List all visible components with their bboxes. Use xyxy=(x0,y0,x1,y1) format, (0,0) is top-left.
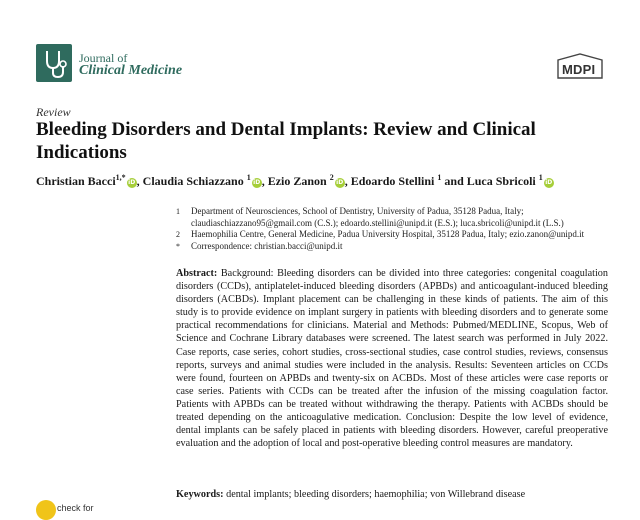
affiliation-text: Haemophilia Centre, General Medicine, Padua University Hospital, 35128 Padua, Italy; ezio.zanon@unipd.it xyxy=(191,229,585,239)
affiliation-item xyxy=(176,229,616,241)
publisher-logo xyxy=(556,53,604,79)
abstract-text: Background: Bleeding disorders can be divided into three categories: congenital coagulation disorders (CCDs), antiplatelet-induced bleeding disorders (APBDs) and anticoagulant-induced bleeding disorders (ACBDs). Implant placement can be challenging in these kinds of patients. The aim of this study is to provide evidence on implant surgery in patients with bleeding disorders and to generate some practical recommendations for clinicians. Material and Methods: Pubmed/MEDLINE, Scopus, Web of Science and Cochrane Library databases were screened. The latest search was performed in July 2022. Case reports, case series, cohort studies, cross-sectional studies, case control studies, reviews, consensus reports, surveys and animal studies were included in the analysis. Results: Seventeen articles on CCDs were found, fourteen on APBDs and twenty-six on ACBDs. Most of these articles were case reports or case series. Patients with CCDs can be treated after the infusion of the missing coagulation factor. Patients with APBDs can be treated without withdrawing the therapy. Patients with ACBDs should be treated depending on the anticoagulative medication. Conclusion: Despite the low level of evidence, dental implants can be safely placed in patients with bleeding disorders. However, careful preoperative evaluation and the adoption of local and post-operative bleeding control measures are mandatory. xyxy=(176,268,608,450)
author-affil-mark: 1 xyxy=(246,173,251,182)
affiliation-item xyxy=(176,206,616,218)
affiliation-mark: 2 xyxy=(176,230,180,239)
journal-logo xyxy=(36,44,72,82)
affiliation-mark: 1 xyxy=(176,207,180,216)
author-affil-mark: 2 xyxy=(329,173,334,182)
author-name[interactable]: Edoardo Stellini xyxy=(350,174,435,188)
orcid-icon[interactable]: iD xyxy=(253,179,261,186)
abstract xyxy=(176,267,608,450)
stethoscope-icon xyxy=(36,44,72,82)
abstract-label: Abstract: xyxy=(176,268,218,279)
author-affil-mark: 1 xyxy=(538,173,543,182)
affiliation-text: Department of Neurosciences, School of Dentistry, University of Padua, 35128 Padua, Italy; xyxy=(191,206,524,216)
author-name[interactable]: Luca Sbricoli xyxy=(466,174,536,188)
article-title: Bleeding Disorders and Dental Implants: Review and Clinical Indications xyxy=(36,119,536,163)
check-for-updates-label[interactable]: check for xyxy=(57,503,94,513)
affiliation-text[interactable]: claudiaschiazzano95@gmail.com (C.S.); edoardo.stellini@unipd.it (E.S.); luca.sbricoli@unipd.it (L.S.) xyxy=(191,217,564,228)
keywords xyxy=(176,489,616,500)
author-affil-mark: 1 xyxy=(437,173,442,182)
affiliation-mark: * xyxy=(176,241,180,251)
journal-name: Clinical Medicine xyxy=(79,63,183,78)
author-name[interactable]: Ezio Zanon xyxy=(267,174,327,188)
publisher-name: MDPI xyxy=(562,62,596,77)
check-for-updates-icon[interactable] xyxy=(36,500,56,520)
affiliation-item xyxy=(176,241,616,253)
author-list: Christian Bacci$^{1,*}$iD, Claudia Schiazzano $^1$iD, Ezio Zanon $^2$iD, Edoardo Stellini $^1$ and Luca Sbricoli $^1$iD xyxy=(36,173,553,188)
affiliations xyxy=(176,206,616,252)
keywords-label: Keywords: xyxy=(176,489,224,500)
orcid-icon[interactable]: iD xyxy=(128,179,136,186)
affiliation-item xyxy=(176,218,616,230)
keywords-text: dental implants; bleeding disorders; haemophilia; von Willebrand disease xyxy=(226,489,526,500)
orcid-icon[interactable]: iD xyxy=(545,179,553,186)
article-type: Review xyxy=(36,105,71,119)
author-and: and xyxy=(444,174,464,188)
journal-of-label: Journal of xyxy=(79,51,128,65)
author-affil-mark: 1,* xyxy=(115,173,126,182)
correspondence-text[interactable]: Correspondence: christian.bacci@unipd.it xyxy=(191,240,343,251)
author-name[interactable]: Christian Bacci xyxy=(36,174,116,188)
orcid-icon[interactable]: iD xyxy=(336,179,344,186)
author-name[interactable]: Claudia Schiazzano xyxy=(142,174,244,188)
